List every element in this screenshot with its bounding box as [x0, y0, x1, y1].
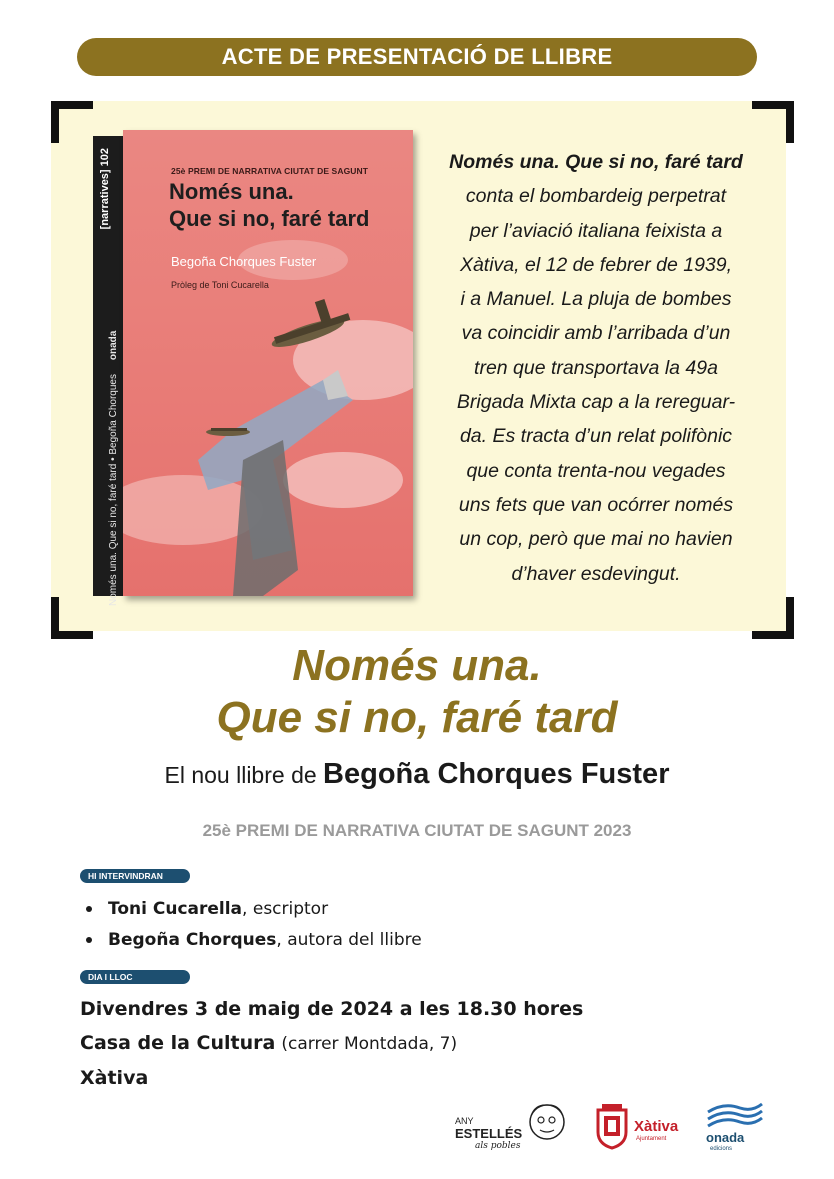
- cover-title: [169, 178, 370, 232]
- details-tag: [80, 970, 190, 984]
- onada-sub: edicions: [710, 1146, 733, 1152]
- event-book-title: [0, 640, 834, 744]
- event-city: Xàtiva: [80, 1067, 149, 1089]
- speakers-tag: [80, 869, 190, 883]
- synopsis-line: tren que transportava la 49a: [474, 356, 718, 379]
- spine-title-label: Només una. Que si no, faré tard • Begoña Chorques: [108, 374, 119, 606]
- event-title-line1: Només una.: [292, 641, 542, 690]
- bullet-icon: [86, 937, 92, 943]
- synopsis-line: uns fets que van ocórrer només: [458, 493, 734, 516]
- synopsis-line: d’haver esdevingut.: [511, 562, 681, 585]
- frame-corner-bottom-right: [752, 597, 794, 639]
- venue-address: (carrer Montdada, 7): [281, 1034, 458, 1054]
- synopsis-line: que conta trenta-nou vegades: [466, 459, 726, 482]
- synopsis-line: i a Manuel. La pluja de bombes: [460, 288, 732, 311]
- synopsis-line: conta el bombardeig perpetrat: [465, 185, 727, 208]
- xativa-logo: [594, 1096, 686, 1156]
- speakers-tag-label: HI INTERVINDRAN: [88, 871, 163, 881]
- small-plane-icon: [206, 428, 250, 436]
- cover-title-line2: Que si no, faré tard: [169, 206, 370, 231]
- list-item: [86, 924, 422, 955]
- synopsis-line: per l’aviació italiana feixista a: [469, 219, 723, 242]
- subtitle-prefix: El nou llibre de: [164, 762, 317, 788]
- frame-corner-top-right: [752, 101, 794, 143]
- event-prize: 25è PREMI DE NARRATIVA CIUTAT DE SAGUNT 2023: [202, 821, 632, 840]
- event-header-label: ACTE DE PRESENTACIÓ DE LLIBRE: [221, 44, 613, 69]
- event-header-bar: [77, 38, 757, 76]
- synopsis-line: da. Es tracta d’un relat polifònic: [459, 425, 733, 448]
- estelles-sub: als pobles: [475, 1141, 521, 1151]
- synopsis-line: un cop, però que mai no havien: [459, 528, 733, 551]
- event-venue: [80, 1026, 583, 1061]
- subtitle-author: Begoña Chorques Fuster: [323, 758, 670, 790]
- spine-series-label: [narratives] 102: [99, 148, 111, 230]
- spine-title: [108, 331, 119, 606]
- estelles-any: ANY: [455, 1116, 474, 1126]
- event-title-line2: Que si no, faré tard: [216, 693, 618, 742]
- spine-publisher-label: onada: [108, 330, 119, 361]
- bullet-icon: [86, 906, 92, 912]
- book-cover-image: [93, 130, 413, 606]
- event-details: [80, 992, 583, 1095]
- synopsis-line: Xàtiva, el 12 de febrer de 1939,: [459, 253, 733, 276]
- xativa-sub: Ajuntament: [636, 1136, 667, 1142]
- speaker-role: , escriptor: [242, 898, 329, 919]
- speaker-role: , autora del llibre: [276, 929, 422, 950]
- event-subtitle: [0, 758, 834, 791]
- xativa-shield-icon: [594, 1104, 630, 1150]
- synopsis-title: Només una. Que si no, faré tard: [449, 151, 743, 173]
- speaker-name: Toni Cucarella: [108, 898, 243, 919]
- speakers-list: [86, 893, 422, 955]
- cover-title-line1: Només una.: [169, 179, 294, 204]
- synopsis-text: [426, 145, 766, 591]
- book-spine: [93, 136, 123, 606]
- spine-series: [99, 148, 119, 229]
- frame-corner-top-left: [51, 101, 93, 143]
- book-front-cover: [123, 130, 413, 596]
- speaker-name: Begoña Chorques: [108, 929, 277, 950]
- xativa-name: Xàtiva: [634, 1118, 679, 1135]
- estelles-name: ESTELLÉS: [455, 1126, 523, 1141]
- estelles-logo: [455, 1096, 565, 1156]
- cover-prologue: Pròleg de Toni Cucarella: [171, 280, 269, 290]
- cover-author: Begoña Chorques Fuster: [171, 254, 317, 269]
- details-tag-label: DIA I LLOC: [88, 972, 133, 982]
- event-date: Divendres 3 de maig de 2024 a les 18.30 hores: [80, 998, 584, 1020]
- venue-name: Casa de la Cultura: [80, 1032, 276, 1054]
- onada-logo: [702, 1096, 766, 1156]
- puzzle-tower: [233, 440, 298, 596]
- list-item: [86, 893, 422, 924]
- synopsis-line: va coincidir amb l’arribada d’un: [461, 322, 731, 345]
- synopsis-line: Brigada Mixta cap a la rereguar-: [456, 391, 736, 414]
- wave-icon: [704, 1100, 764, 1134]
- cover-prize: 25è PREMI DE NARRATIVA CIUTAT DE SAGUNT: [171, 166, 369, 176]
- onada-name: onada: [706, 1130, 745, 1145]
- frame-corner-bottom-left: [51, 597, 93, 639]
